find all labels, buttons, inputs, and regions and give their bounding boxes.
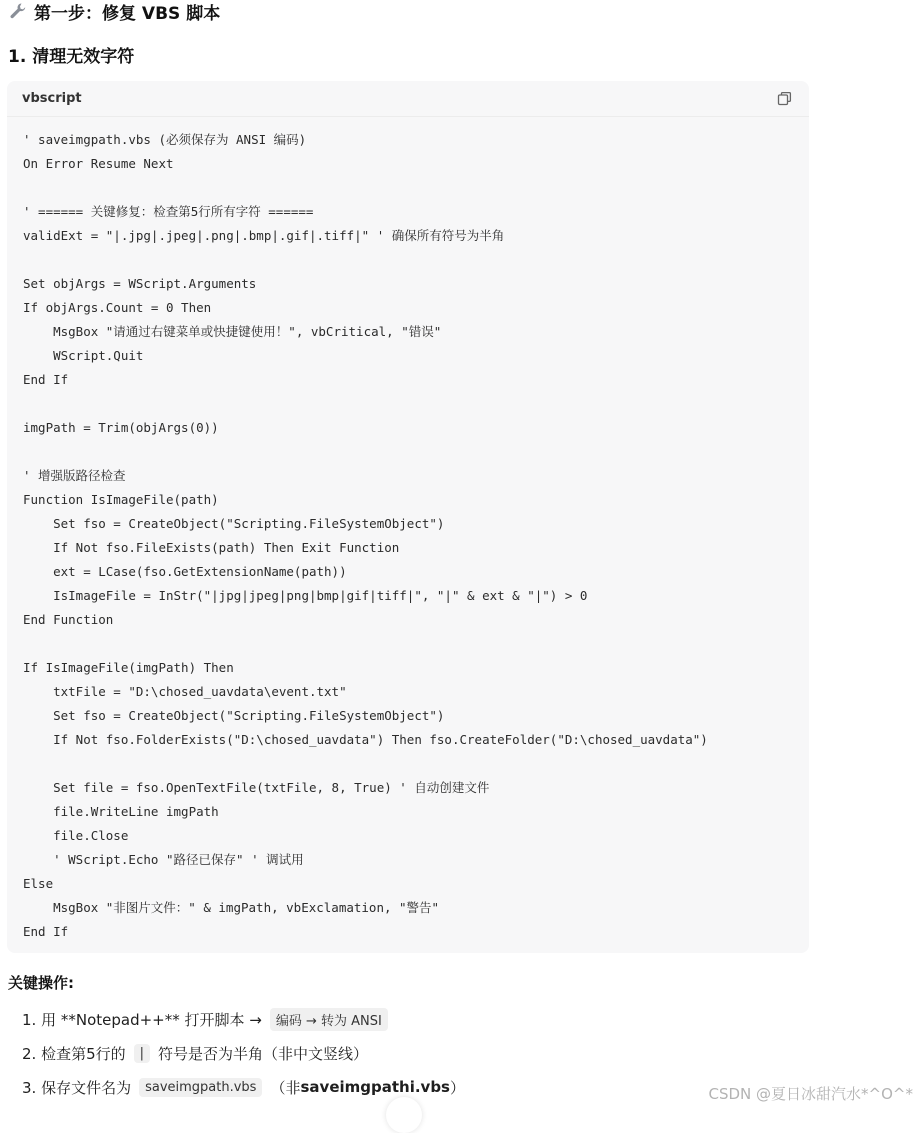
inline-code: saveimgpath.vbs: [139, 1078, 262, 1097]
op-text: 1. 用 **Notepad++** 打开脚本 →: [22, 1010, 262, 1029]
code-language-label: vbscript: [22, 91, 82, 106]
code-line: [23, 632, 809, 656]
op-text: 2. 检查第5行的: [22, 1044, 126, 1063]
code-line: ' ====== 关键修复：检查第5行所有字符 ======: [23, 204, 314, 219]
code-line: On Error Resume Next: [23, 156, 174, 171]
code-line: [23, 392, 809, 416]
section-title-text: 第一步：修复 VBS 脚本: [34, 3, 221, 24]
list-item: [22, 1036, 465, 1070]
code-line: If IsImageFile(imgPath) Then: [23, 660, 234, 675]
code-line: Set fso = CreateObject("Scripting.FileSystemObject"): [23, 516, 445, 531]
code-line: Else: [23, 876, 54, 891]
copy-icon: [777, 91, 792, 106]
code-line: ext = LCase(fso.GetExtensionName(path)): [23, 564, 347, 579]
code-line: If objArgs.Count = 0 Then: [23, 300, 212, 315]
op-text: 3. 保存文件名为: [22, 1078, 132, 1097]
code-line: Set objArgs = WScript.Arguments: [23, 276, 257, 291]
code-line: [23, 440, 809, 464]
inline-code: 编码 → 转为 ANSI: [270, 1008, 388, 1031]
code-block-header: [7, 81, 809, 117]
code-line: MsgBox "请通过右键菜单或快捷键使用！", vbCritical, "错误": [23, 324, 442, 339]
code-line: Set fso = CreateObject("Scripting.FileSystemObject"): [23, 708, 445, 723]
code-line: If Not fso.FileExists(path) Then Exit Function: [23, 540, 400, 555]
code-line: ' WScript.Echo "路径已保存" ' 调试用: [23, 852, 304, 867]
code-line: ' saveimgpath.vbs (必须保存为 ANSI 编码): [23, 132, 307, 147]
code-line: IsImageFile = InStr("|jpg|jpeg|png|bmp|gif|tiff|", "|" & ext & "|") > 0: [23, 588, 588, 603]
copy-code-button[interactable]: [775, 90, 793, 108]
op-text-close: ）: [450, 1078, 466, 1097]
subsection-title: 1. 清理无效字符: [8, 47, 135, 67]
key-ops-list: [22, 1002, 465, 1104]
code-line: End If: [23, 372, 69, 387]
code-line: file.Close: [23, 828, 129, 843]
code-line: file.WriteLine imgPath: [23, 804, 219, 819]
code-line: ' 增强版路径检查: [23, 468, 126, 483]
code-line: End Function: [23, 612, 114, 627]
code-line: [23, 752, 809, 776]
code-line: Function IsImageFile(path): [23, 492, 219, 507]
op-text-suffix: （非: [270, 1078, 301, 1097]
op-text-suffix: 符号是否为半角（非中文竖线）: [158, 1044, 369, 1063]
code-content: [7, 117, 809, 944]
section-title: [8, 0, 220, 23]
op-text-bold: saveimgpathi.vbs: [300, 1078, 450, 1096]
code-line: If Not fso.FolderExists("D:\chosed_uavdata") Then fso.CreateFolder("D:\chosed_uavdata"): [23, 732, 708, 747]
inline-code: |: [134, 1044, 150, 1063]
code-line: validExt = "|.jpg|.jpeg|.png|.bmp|.gif|.tiff|" ' 确保所有符号为半角: [23, 228, 505, 243]
watermark: CSDN @夏日冰甜汽水*^O^*: [708, 1085, 913, 1103]
code-line: WScript.Quit: [23, 348, 144, 363]
code-line: [23, 176, 809, 200]
scroll-button[interactable]: [386, 1097, 422, 1133]
code-line: Set file = fso.OpenTextFile(txtFile, 8, True) ' 自动创建文件: [23, 780, 490, 795]
code-line: imgPath = Trim(objArgs(0)): [23, 420, 219, 435]
code-line: [23, 248, 809, 272]
list-item: [22, 1002, 465, 1036]
key-ops-title: 关键操作:: [8, 974, 74, 992]
code-line: MsgBox "非图片文件：" & imgPath, vbExclamation, "警告": [23, 900, 440, 915]
code-line: txtFile = "D:\chosed_uavdata\event.txt": [23, 684, 347, 699]
wrench-icon: [8, 1, 28, 21]
code-line: End If: [23, 924, 69, 939]
code-block: [7, 81, 809, 953]
